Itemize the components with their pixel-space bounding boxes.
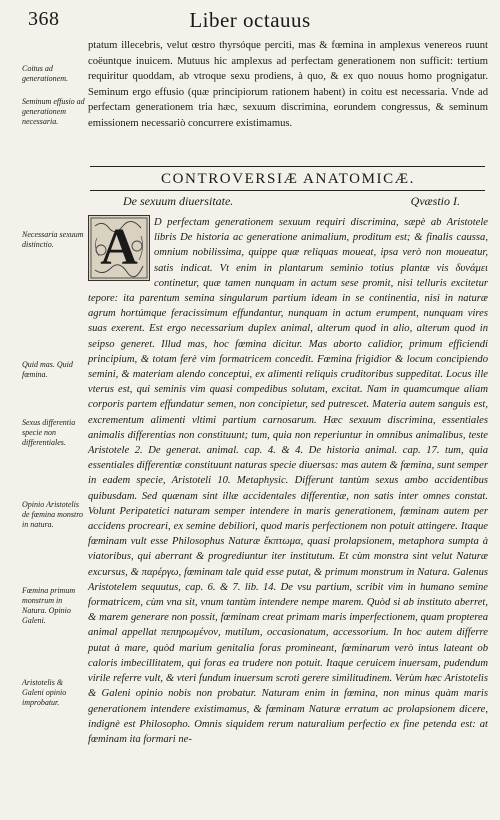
margin-note: Aristotelis & Galeni opinio improbatur. xyxy=(22,678,67,707)
section-title: CONTROVERSIÆ ANATOMICÆ. xyxy=(160,171,416,187)
margin-note: Seminum effusio ad generationem necessaria. xyxy=(22,97,85,126)
top-paragraph: ptatum illecebris, velut œstro thyrsóque perciti, mas & fœmina in amplexus venereos ruunt coëuntque inuicem. Mutuus hic amplexus ad perfectam generationem non sufficit: tertium requiritur quoddam, ab vtroque sexu prodiens, à quo, & ex quo nouus homo prognigatur. Seminum ergo effusio (quæ principiorum rationem habent) in coitu est necessaria. Vnde ad perfectam generationem tria hæc, sexuum discrimina, eorundem congressus, & seminum emissionem necessariò concurrere existimamus. xyxy=(88,40,488,129)
margin-notes-column xyxy=(22,0,86,820)
drop-cap-initial xyxy=(88,215,150,281)
margin-note: Sexus differentia specie non differentiales. xyxy=(22,418,76,447)
drop-cap-letter: A xyxy=(100,219,138,276)
margin-note: Quid mas. Quid fœmina. xyxy=(22,360,73,379)
section-subtitle: De sexuum diuersitate. xyxy=(123,194,234,208)
section-subline xyxy=(88,194,488,212)
margin-note: Opinio Aristotelis de fœmina monstro in natura. xyxy=(22,500,84,529)
quaestio-label: Qvæstio I. xyxy=(410,194,460,208)
section-rule-bottom xyxy=(90,190,485,191)
page-number: 368 xyxy=(28,8,60,30)
margin-note: Necessaria sexuum distinctio. xyxy=(22,230,84,249)
margin-note: Fœmina primum monstrum in Natura. Opinio Galeni. xyxy=(22,586,76,625)
margin-note: Coitus ad generationem. xyxy=(22,64,68,83)
running-head: Liber octauus xyxy=(189,8,311,32)
section-rule-top xyxy=(90,166,485,167)
body-paragraph: D perfectam generationem sexuum requiri discrimina, sæpè ab Aristotele libris De historia ac generatione animalium, proditum est; & finalis caussa, omnium nobilissima, quippe quæ reliquas moueat, ipsa verò non moueatur, satis indicat. Vt enim in plantarum seminio totius plantæ vis δυνάμει continetur, quæ tamen nunquam in actum sese promit, nisi telluris excitetur tepore: ita parentum semina singularum partium ideam in se continentia, nisi in naturæ agrum hortúmque feracissimum effundantur, nunquam in actum erumpent, nunquam vires suas exerent. Est ergo necessarium duplex animal, alterum quod in alio, alterum quod in seipso generet. Illud mas, hoc fœmina dicitur. Mas aborto calidior, primum efficiendi principium, & totam ferè vim formatricem concedit. Fœmina frigidior & locum concipiendo semini, & materiam alendo conceptui, ex alimenti reliquis cruditoribus suppeditat. Locus ille vterus est, qui seminis vim quasi compedibus solutam, excitat. Nam in quamcumque aliam corporis partem effundatur semen, non concipietur, sed putrescet. Materia autem sanguis est, excrementum alimenti vltimi partium carnosarum. Hæc sexuum discrimina, essentiales animalis differentias non constituunt; tum, quia non reperiuntur in omnibus animalibus, teste Aristotele 2. De generat. animal. cap. 4. & 4. De historia animal. cap. 17. tum, quia essentiales differentiæ constituunt naturas specie diuersas: mas autem & fœmina, sunt semper in eadem specie, Aristoteli 10. Metaphysic. Differunt tantùm sexus ambo accidentibus quibusdam. Sed quænam sint illæ accidentales differentiæ, non satis inter omnes constat. Volunt Peripatetici naturam semper intendere in maris generationem, fœminam autem per accidens procreari, ex semine debiliori, quod maris perfectionem non potuit attingere. Itaque fœminam vult esse Philosophus Naturæ ἔκπτωμα, quasi prolapsionem, metaphora sumpta à viatoribus, qui aberrant & progrediuntur iter institutum. Et cùm monstra sint velut Naturæ excursus, & παρέργω, fœminam tale quid esse putat, & primum monstrum in Natura. Galenus Aristotelem sequutus, cap. 6. & 7. lib. 14. De vsu partium, scribit vim in humano semine formatricem, cùm vna sit, vnum tantùm intendere nempe marem. Quòd si ab instituto aberret, & marem generare non possit, fœminam creat primam maris imperfectionem, quam propterea animal appellat πεπηρωμένον, mutilum, occasionatum, accessorium. In hoc autem differre putat à mare, quòd marium genitalia foras promineant, fœminarum verò intus lateant ob caloris imbecillitatem, qui foras ea trudere non potuit. Itaque ceruicem inuersam, pudendum virile referre vult, & vteri fundum inuersum scroti gerere similitudinem. Verùm hæc Aristotelis & Galeni opinio nobis non probatur. Naturam enim in fœmina, non minus quàm maris generationem intendere existimamus, & fœminam Naturæ erratum ac prolapsionem dicere, indignè est Philosopho. Omnis siquidem rerum naturalium perfectio ex fine petenda est: at fœminam ita formari ne- xyxy=(88,217,488,745)
